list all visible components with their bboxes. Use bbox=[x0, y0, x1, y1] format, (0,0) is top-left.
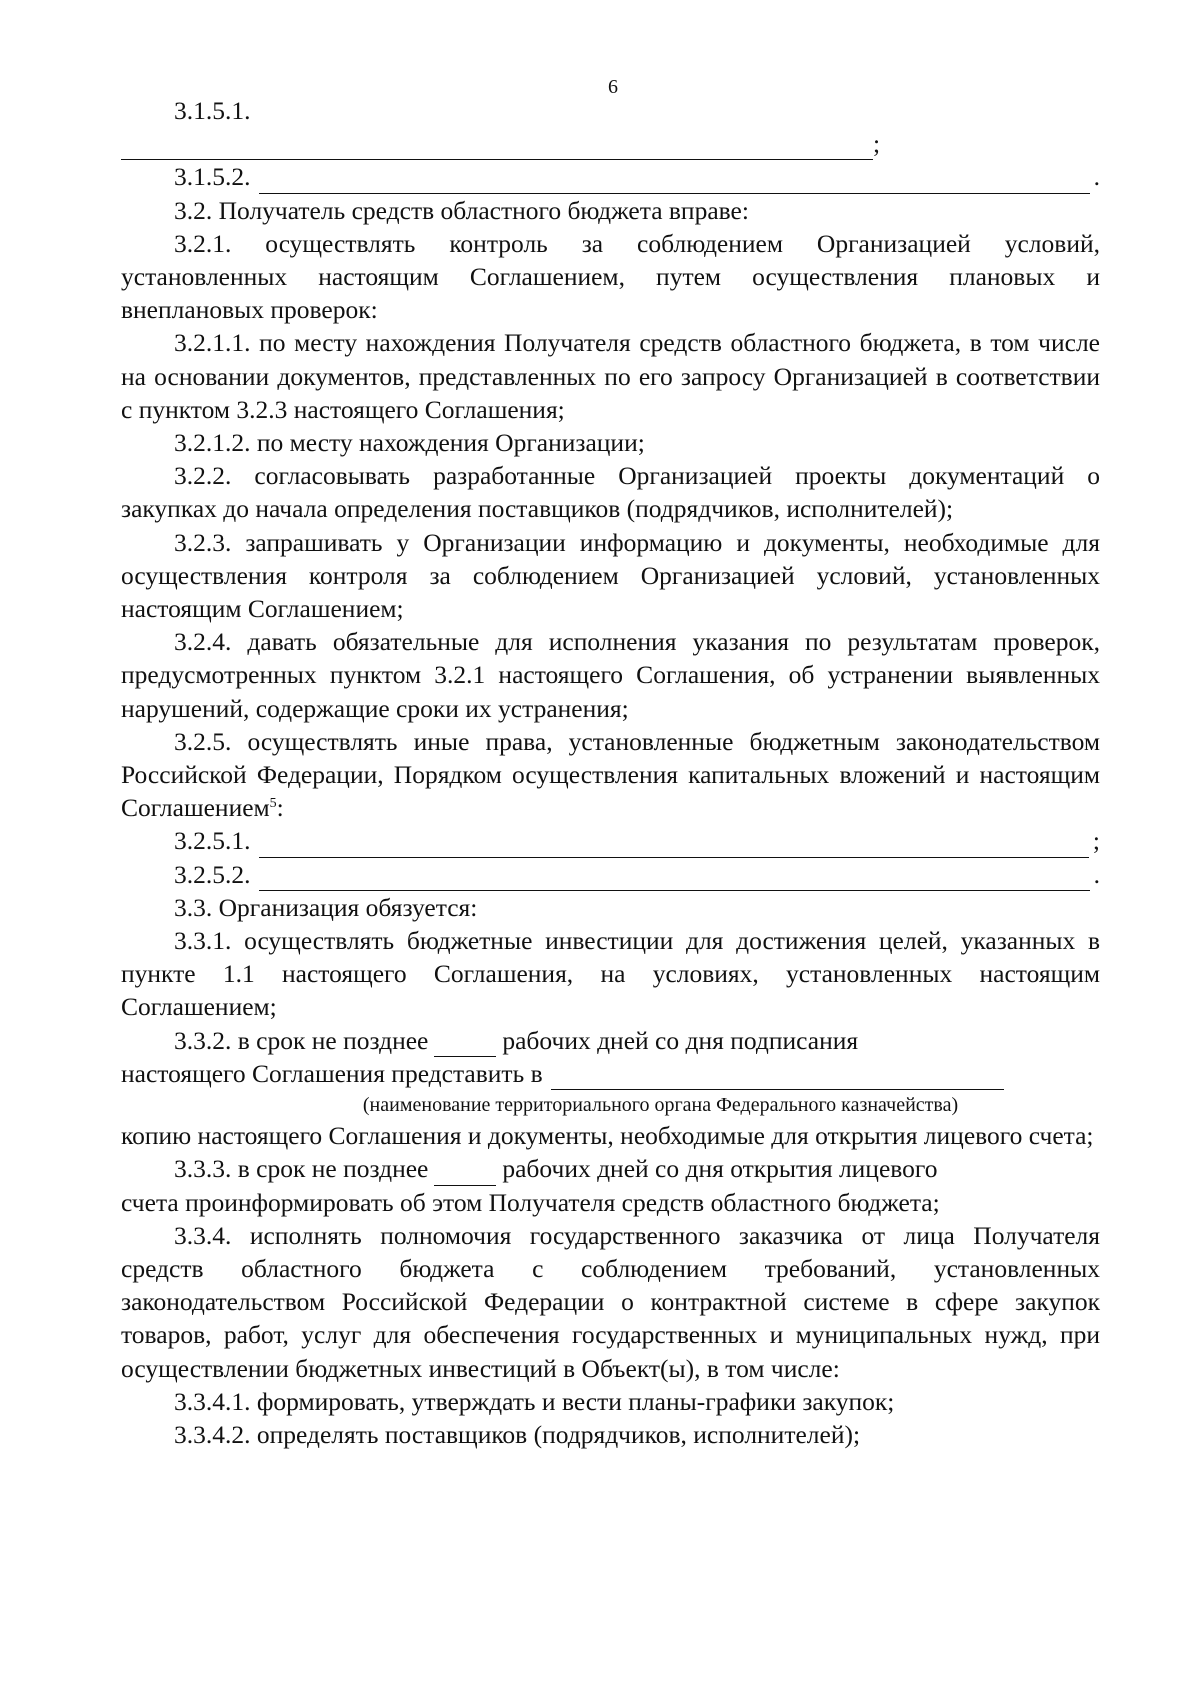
paragraph-3-3-1: 3.3.1. осуществлять бюджетные инвестиции для достижения целей, указанных в пункте 1.1 настоящего Соглашения, на условиях, установленных настоящим Соглашением; bbox=[121, 926, 1100, 1022]
item-3-1-5-2: 3.1.5.2. . bbox=[121, 160, 1100, 193]
document-body bbox=[121, 94, 1100, 1451]
item-3-1-5-1-label: 3.1.5.1. bbox=[174, 96, 251, 125]
paragraph-3-2-5-text: 3.2.5. осуществлять иные права, установленные бюджетным законодательством Российской Федерации, Порядком осуществления капитальных вложений и настоящим Соглашением bbox=[121, 726, 1100, 823]
paragraph-3-2-1-1: 3.2.1.1. по месту нахождения Получателя средств областного бюджета, в том числе на основании документов, представленных по его запросу Организацией в соответствии с пунктом 3.2.3 настоящего Соглашения; bbox=[121, 328, 1100, 424]
paragraph-3-2-5: 3.2.5. осуществлять иные права, установленные бюджетным законодательством Российской Федерации, Порядком осуществления капитальных вложений и настоящим Соглашением$^5$: bbox=[121, 726, 1100, 823]
paragraph-3-2-1: 3.2.1. осуществлять контроль за соблюдением Организацией условий, установленных настоящим Соглашением, путем осуществления плановых и внеплановых проверок: bbox=[121, 228, 1100, 325]
field-caption-treasury-authority: (наименование территориального органа Федерального казначейства) bbox=[362, 1094, 959, 1117]
paragraph-3-2-1-2: 3.2.1.2. по месту нахождения Организации; bbox=[174, 428, 645, 458]
paragraph-3-3-3-line-1: 3.3.3. в срок не позднее рабочих дней со дня открытия лицевого bbox=[121, 1152, 1100, 1185]
paragraph-3-3: 3.3. Организация обязуется: bbox=[174, 892, 478, 922]
paragraph-3-3-4-1: 3.3.4.1. формировать, утверждать и вести планы-графики закупок; bbox=[174, 1386, 895, 1416]
page-number: 6 bbox=[608, 76, 618, 98]
item-3-2-5-1: 3.2.5.1. ; bbox=[121, 824, 1100, 857]
blank-field-3-3-3-days[interactable] bbox=[434, 1162, 496, 1186]
paragraph-3-3-2-line-1: 3.3.2. в срок не позднее рабочих дней со дня подписания bbox=[121, 1024, 1100, 1057]
paragraph-3-3-2-continuation: копию настоящего Соглашения и документы, необходимые для открытия лицевого счета; bbox=[121, 1121, 1094, 1151]
blank-field-3-1-5-2[interactable] bbox=[259, 170, 1090, 194]
paragraph-3-3-2-line-2: настоящего Соглашения представить в bbox=[121, 1057, 1100, 1090]
paragraph-3-3-3-line-2: счета проинформировать об этом Получателя средств областного бюджета; bbox=[121, 1187, 940, 1217]
paragraph-3-3-4: 3.3.4. исполнять полномочия государственного заказчика от лица Получателя средств областного бюджета с соблюдением требований, установленных законодательством Российской Федерации о контрактной системе в сфере закупок товаров, работ, услуг для обеспечения государственных и муниципальных нужд, при осуществлении бюджетных инвестиций в Объект(ы), в том числе: bbox=[121, 1220, 1100, 1383]
paragraph-3-2: 3.2. Получатель средств областного бюджета вправе: bbox=[174, 195, 749, 225]
blank-field-3-3-2-days[interactable] bbox=[434, 1033, 496, 1057]
blank-field-3-3-2-authority[interactable] bbox=[551, 1066, 1004, 1090]
blank-field-3-2-5-1[interactable] bbox=[259, 834, 1089, 858]
footnote-ref-5: 5 bbox=[269, 796, 277, 812]
item-3-1-5-1-blank-line: ; bbox=[121, 127, 1100, 160]
paragraph-3-2-3: 3.2.3. запрашивать у Организации информацию и документы, необходимые для осуществления контроля за соблюдением Организацией условий, установленных настоящим Соглашением; bbox=[121, 527, 1100, 624]
paragraph-3-3-4-2: 3.3.4.2. определять поставщиков (подрядчиков, исполнителей); bbox=[174, 1419, 861, 1449]
paragraph-3-2-4: 3.2.4. давать обязательные для исполнения указания по результатам проверок, предусмотренных пунктом 3.2.1 настоящего Соглашения, об устранении выявленных нарушений, содержащие сроки их устранения; bbox=[121, 627, 1100, 723]
paragraph-3-2-2: 3.2.2. согласовывать разработанные Организацией проекты документаций о закупках до начала определения поставщиков (подрядчиков, исполнителей); bbox=[121, 461, 1100, 524]
blank-field-3-1-5-1[interactable] bbox=[121, 136, 873, 160]
item-3-2-5-2: 3.2.5.2. . bbox=[121, 858, 1100, 891]
blank-field-3-2-5-2[interactable] bbox=[259, 867, 1090, 891]
